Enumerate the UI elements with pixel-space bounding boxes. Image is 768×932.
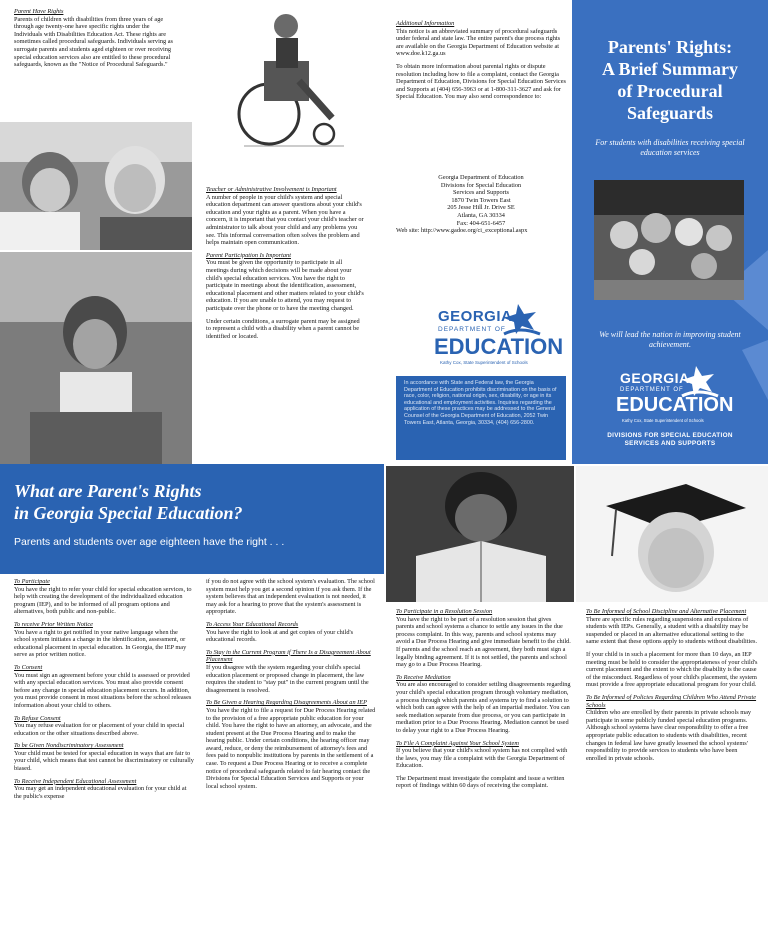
rights-column-4 bbox=[586, 608, 758, 762]
address-line: Divisions for Special Education bbox=[440, 181, 522, 189]
right-text: You have the right to look at and get copies of your child's educational records. bbox=[206, 628, 354, 644]
right-heading: To Be Informed of Policies Regarding Children Who Attend Private Schools bbox=[586, 693, 757, 709]
cover-title-line: Parents' Rights: bbox=[607, 37, 733, 57]
mailing-address bbox=[396, 174, 566, 235]
right-text: You have the right to file a request for Due Process Hearing related to the provision of a free appropriate public education for your child. You have the right to have an attorney, an advocate, and the student present at the Due Process Hearing and to make the hearing public. Under certain conditions, the hearing officer may award, reduce, or deny the reimbursement of attorney's fees and fees paid to nonpublic institutions by parents in the settlement of a case. To request a Due Process Hearing or to receive a complete notice of procedural safeguards related to fair hearing contact the Divisions for Special Education Services and Supports or your local school system. bbox=[206, 706, 376, 790]
logo-state: GEORGIA bbox=[438, 308, 513, 325]
right-text: You may get an independent educational evaluation for your child at the public's expense bbox=[14, 785, 187, 800]
surrogate-text: Under certain conditions, a surrogate parent may be assigned to represent a child with a disability when a parent cannot be identified or located. bbox=[206, 317, 360, 340]
nondiscrimination-notice bbox=[396, 376, 566, 460]
cover-title-line: A Brief Summary bbox=[602, 59, 738, 79]
logo-state: GEORGIA bbox=[620, 370, 690, 386]
girls-group-photo bbox=[594, 180, 744, 300]
girl-reading-photo bbox=[386, 466, 574, 602]
cover-division bbox=[574, 432, 766, 448]
logo-dept: DEPARTMENT OF bbox=[438, 326, 506, 333]
additional-info-section bbox=[396, 20, 566, 101]
right-heading: To Refuse Consent bbox=[14, 714, 61, 722]
division-line: DIVISIONS FOR SPECIAL EDUCATION bbox=[607, 432, 733, 439]
right-heading: To Stay in the Current Program if There Is a Disagreement About Placement bbox=[206, 648, 371, 664]
right-text: The Department must investigate the complaint and issue a written report of findings within 60 days of receiving the complaint. bbox=[396, 774, 565, 790]
boy-reading-photo bbox=[0, 252, 192, 464]
cover-subtitle: For students with disabilities receiving special education services bbox=[595, 138, 745, 157]
wheelchair-photo bbox=[214, 6, 364, 156]
logo-education: EDUCATION bbox=[616, 394, 734, 416]
right-heading: To Access Your Educational Records bbox=[206, 620, 299, 628]
address-line: Fax: 404-651-6457 bbox=[456, 219, 506, 227]
banner-subtitle: Parents and students over age eighteen have the right . . . bbox=[14, 536, 285, 548]
banner-title-line: What are Parent's Rights bbox=[14, 481, 202, 501]
right-text: There are specific rules regarding suspensions and expulsions of students with IEPs. Generally, a student with a disability may be suspended or placed in an alternative educational setting to the same extent that these options apply to students without disabilities. bbox=[586, 615, 758, 646]
logo-dept: DEPARTMENT OF bbox=[620, 387, 684, 393]
georgia-doe-logo-cover bbox=[600, 364, 740, 430]
right-text: If you disagree with the system regarding your child's special education placement or proposed change in placement, the law requires the student to "stay put" in the current program until the disagreement is resolved. bbox=[206, 663, 369, 694]
involvement-section bbox=[206, 186, 366, 340]
teacher-text: A number of people in your child's system and special education department can answer questions about your child's education and your rights as a parent. When you have a concern, it is important that you contact your child's teacher or administrator to talk about your child and any problems you see. This informal conversation often solves the problem and helps maintain open communication. bbox=[206, 193, 364, 247]
right-heading: To be Given Nondiscriminatory Assessment bbox=[14, 742, 124, 750]
address-line: 205 Jesse Hill Jr. Drive SE bbox=[447, 204, 515, 212]
notice-text: In accordance with State and Federal law, the Georgia Department of Education prohibits discrimination on the basis of race, color, religion, national origin, sex, disability, or age in its educational and employment activities. Inquiries regarding the application of these practices may be addressed to the General Counsel of the Georgia Department of Education, 2052 Twin Towers East, Atlanta, Georgia, 30334, (404) 656-2800. bbox=[404, 380, 557, 426]
right-text: You have a right to get notified in your native language when the school system initiates a change in the identification, assessment, or educational placement in special education. In Georgia, the IEP may serve as prior written notice. bbox=[14, 628, 187, 659]
right-heading: To Participate in a Resolution Session bbox=[396, 608, 493, 615]
right-heading: To Be Given a Hearing Regarding Disagreements About an IEP bbox=[206, 699, 367, 707]
division-line: SERVICES AND SUPPORTS bbox=[624, 440, 716, 447]
right-text: Your child must be tested for special education in ways that are fair to your child, which means that test cannot be discriminatory or culturally biased. bbox=[14, 749, 194, 773]
georgia-doe-logo bbox=[420, 300, 564, 375]
banner-title bbox=[14, 480, 384, 524]
right-text: If you believe that your child's school system has not complied with the laws, you may file a complaint with the Georgia Department of Education. bbox=[396, 747, 568, 770]
address-line: Services and Supports bbox=[453, 189, 509, 197]
right-text: If your child is in such a placement for more than 10 days, an IEP meeting must be held to consider the appropriateness of your child's current placement and the extent to which the disability is the cause of the misconduct. Regardless of your child's placement, the system must provide a free appropriate educational program for your child. bbox=[586, 650, 758, 689]
right-heading: To Participate bbox=[14, 578, 50, 585]
children-computer-photo bbox=[0, 122, 192, 250]
right-text: Children who are enrolled by their parents in private schools may participate in some publicly funded special education programs. Although school systems have clear responsibility to offer a free appropriate public education to students with disabilities, recent changes in federal law have greatly lessened the school systems' responsibility to provide services to students who have been enrolled in private schools. bbox=[586, 709, 752, 762]
address-line: Atlanta, GA 30334 bbox=[457, 211, 505, 219]
rights-column-2 bbox=[206, 578, 376, 790]
additional-text: This notice is an abbreviated summary of procedural safeguards under federal and state law. The entire parent's due process rights are available on the Georgia Department of Education website at www.doe.k12.ga.us bbox=[396, 27, 561, 58]
participation-text: You must be given the opportunity to participate in all meetings during which decisions will be made about your child's special education services. You have the right to participate in meetings about the identification, assessment, educational placement and other matters related to your child's education. If you are unable to attend, you may request to participate over the phone or to have the meeting changed. bbox=[206, 259, 364, 312]
graduate-photo bbox=[576, 466, 768, 602]
rights-column-1 bbox=[14, 578, 194, 800]
website-link[interactable]: Web site: http://www.gadoe.org/ci_exceptional.aspx bbox=[396, 227, 528, 235]
right-heading: To Consent bbox=[14, 663, 43, 671]
cover-title bbox=[572, 36, 768, 124]
right-heading: To Receive Mediation bbox=[396, 673, 451, 681]
right-heading: To File A Complaint Against Your School System bbox=[396, 739, 519, 747]
logo-superintendent: Kathy Cox, State Superintendent of Schools bbox=[622, 418, 704, 423]
right-text: You may refuse evaluation for or placement of your child in special education or the other situations described above. bbox=[14, 722, 185, 737]
address-line: 1870 Twin Towers East bbox=[451, 196, 511, 204]
logo-superintendent: Kathy Cox, State Superintendent of Schools bbox=[440, 360, 528, 365]
right-heading: To Receive Independent Educational Assessment bbox=[14, 777, 137, 785]
parent-rights-section bbox=[14, 8, 174, 69]
banner-title-line: in Georgia Special Education? bbox=[14, 503, 243, 523]
additional-heading: Additional Information bbox=[396, 20, 455, 27]
right-text: if you do not agree with the school system's evaluation. The school system must help you get a second opinion if you ask them. If the system believes that an independent evaluation is not needed, it may ask for a hearing to prove that the system's assessment is appropriate. bbox=[206, 578, 375, 616]
parent-rights-heading: Parent Have Rights bbox=[14, 8, 64, 15]
right-heading: To receive Prior Written Notice bbox=[14, 620, 93, 628]
cover-motto: We will lead the nation in improving student achievement. bbox=[599, 330, 741, 349]
info-text: To obtain more information about parental rights or dispute resolution including how to file a complaint, contact the Georgia Department of Education, Divisions for Special Education Services and Supports at (404) 656-3963 or at 1-800-311-3627 and ask for Special Education. You may also send correspondence to: bbox=[396, 62, 566, 101]
parent-rights-text: Parents of children with disabilities from three years of age through age twenty-one have specific rights under the Individuals with Disabilities Education Act. These rights are sometimes called procedural safeguards. Individuals serving as surrogate parents and students aged eighteen or over receiving special education services also are entitled to these procedural safeguards, known as the "Notice of Procedural Safeguards." bbox=[14, 15, 173, 69]
cover-title-line: Safeguards bbox=[626, 103, 713, 123]
teacher-heading: Teacher or Administrative Involvement is Important bbox=[206, 186, 337, 193]
logo-education: EDUCATION bbox=[434, 334, 564, 359]
right-heading: To Be Informed of School Discipline and Alternative Placement bbox=[586, 608, 747, 615]
right-text: You have the right to refer your child for special education services, to help with creating the development of the individualized education program (IEP), and to be informed of all program options and alternatives, both public and non-public. bbox=[14, 585, 192, 616]
rights-column-3 bbox=[396, 608, 571, 790]
cover-title-line: of Procedural bbox=[617, 81, 723, 101]
right-text: You have the right to be part of a resolution session that gives parents and school systems a chance to settle any issues in the due process complaint. In this way, parents and school systems may avoid a Due Process Hearing and give immediate benefit to the child. If parents and the school reach an agreement, they both must sign a legally binding agreement. If it is not settled, the parents and school may go to a Due Process Hearing. bbox=[396, 615, 571, 669]
right-text: You are also encouraged to consider settling disagreements regarding your child's special education program through voluntary mediation, a process through which parents and systems try to find a solution to which both can agree with the help of an impartial mediator. You can seek mediation separate from due process, or you can participate in mediation prior to a Due Process Hearing. Mediation cannot be used to delay your right to a Due Process Hearing. bbox=[396, 681, 571, 734]
participation-heading: Parent Participation Is Important bbox=[206, 251, 291, 259]
address-line: Georgia Department of Education bbox=[438, 174, 524, 181]
right-text: You must sign an agreement before your child is assessed or provided with any special education services. You must also provide consent before any change in special education placement occurs. In addition, you must provide consent in most situations before the school releases information about your child to others. bbox=[14, 671, 192, 709]
